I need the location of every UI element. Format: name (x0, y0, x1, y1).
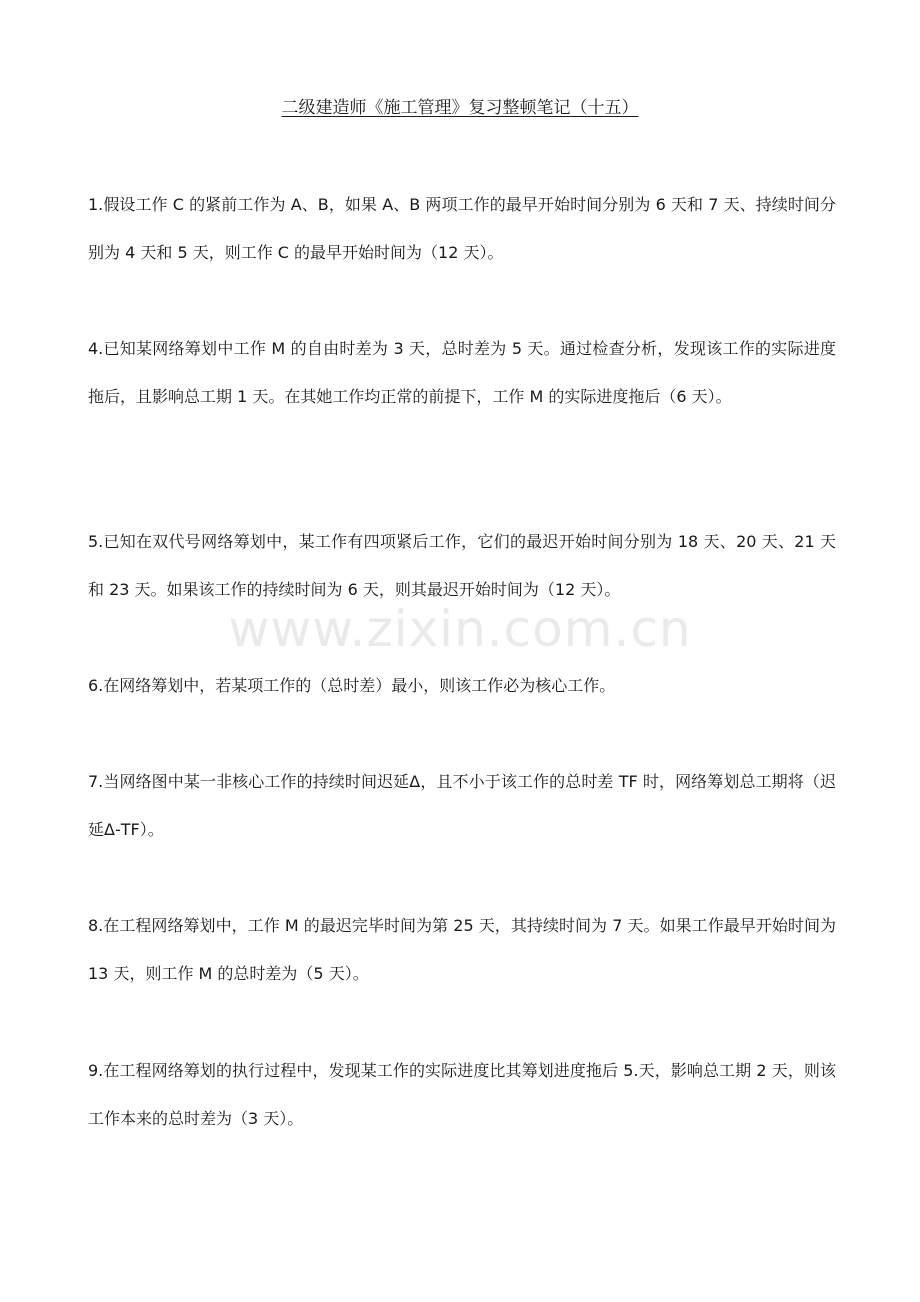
question-paragraph-8: 8.在工程网络筹划中，工作 M 的最迟完毕时间为第 25 天，其持续时间为 7 天。如果工作最早开始时间为 13 天，则工作 M 的总时差为（5 天）。 (88, 916, 836, 983)
question-paragraph-1: 1.假设工作 C 的紧前工作为 A、B，如果 A、B 两项工作的最早开始时间分别为 6 天和 7 天、持续时间分别为 4 天和 5 天，则工作 C 的最早开始时间为（12 天）。 (88, 195, 836, 262)
question-paragraph-9: 9.在工程网络筹划的执行过程中，发现某工作的实际进度比其筹划进度拖后 5.天，影响总工期 2 天，则该工作本来的总时差为（3 天）。 (88, 1061, 836, 1128)
question-paragraph-6: 6.在网络筹划中，若某项工作的（总时差）最小，则该工作必为核心工作。 (88, 676, 616, 695)
question-paragraph-4: 4.已知某网络筹划中工作 M 的自由时差为 3 天，总时差为 5 天。通过检查分析，发现该工作的实际进度拖后，且影响总工期 1 天。在其她工作均正常的前提下，工作 M 的实际进度拖后（6 天）。 (88, 339, 836, 406)
document-title (0, 96, 920, 120)
question-paragraph-5: 5.已知在双代号网络筹划中，某工作有四项紧后工作，它们的最迟开始时间分别为 18 天、20 天、21 天和 23 天。如果该工作的持续时间为 6 天，则其最迟开始时间为（12 天）。 (88, 532, 836, 599)
question-paragraph-7: 7.当网络图中某一非核心工作的持续时间迟延Δ，且不小于该工作的总时差 TF 时，网络筹划总工期将（迟延Δ-TF）。 (88, 772, 836, 839)
document-title-text: 二级建造师《施工管理》复习整顿笔记（十五） (281, 98, 639, 118)
watermark: www.zixin.com.cn (228, 600, 692, 658)
